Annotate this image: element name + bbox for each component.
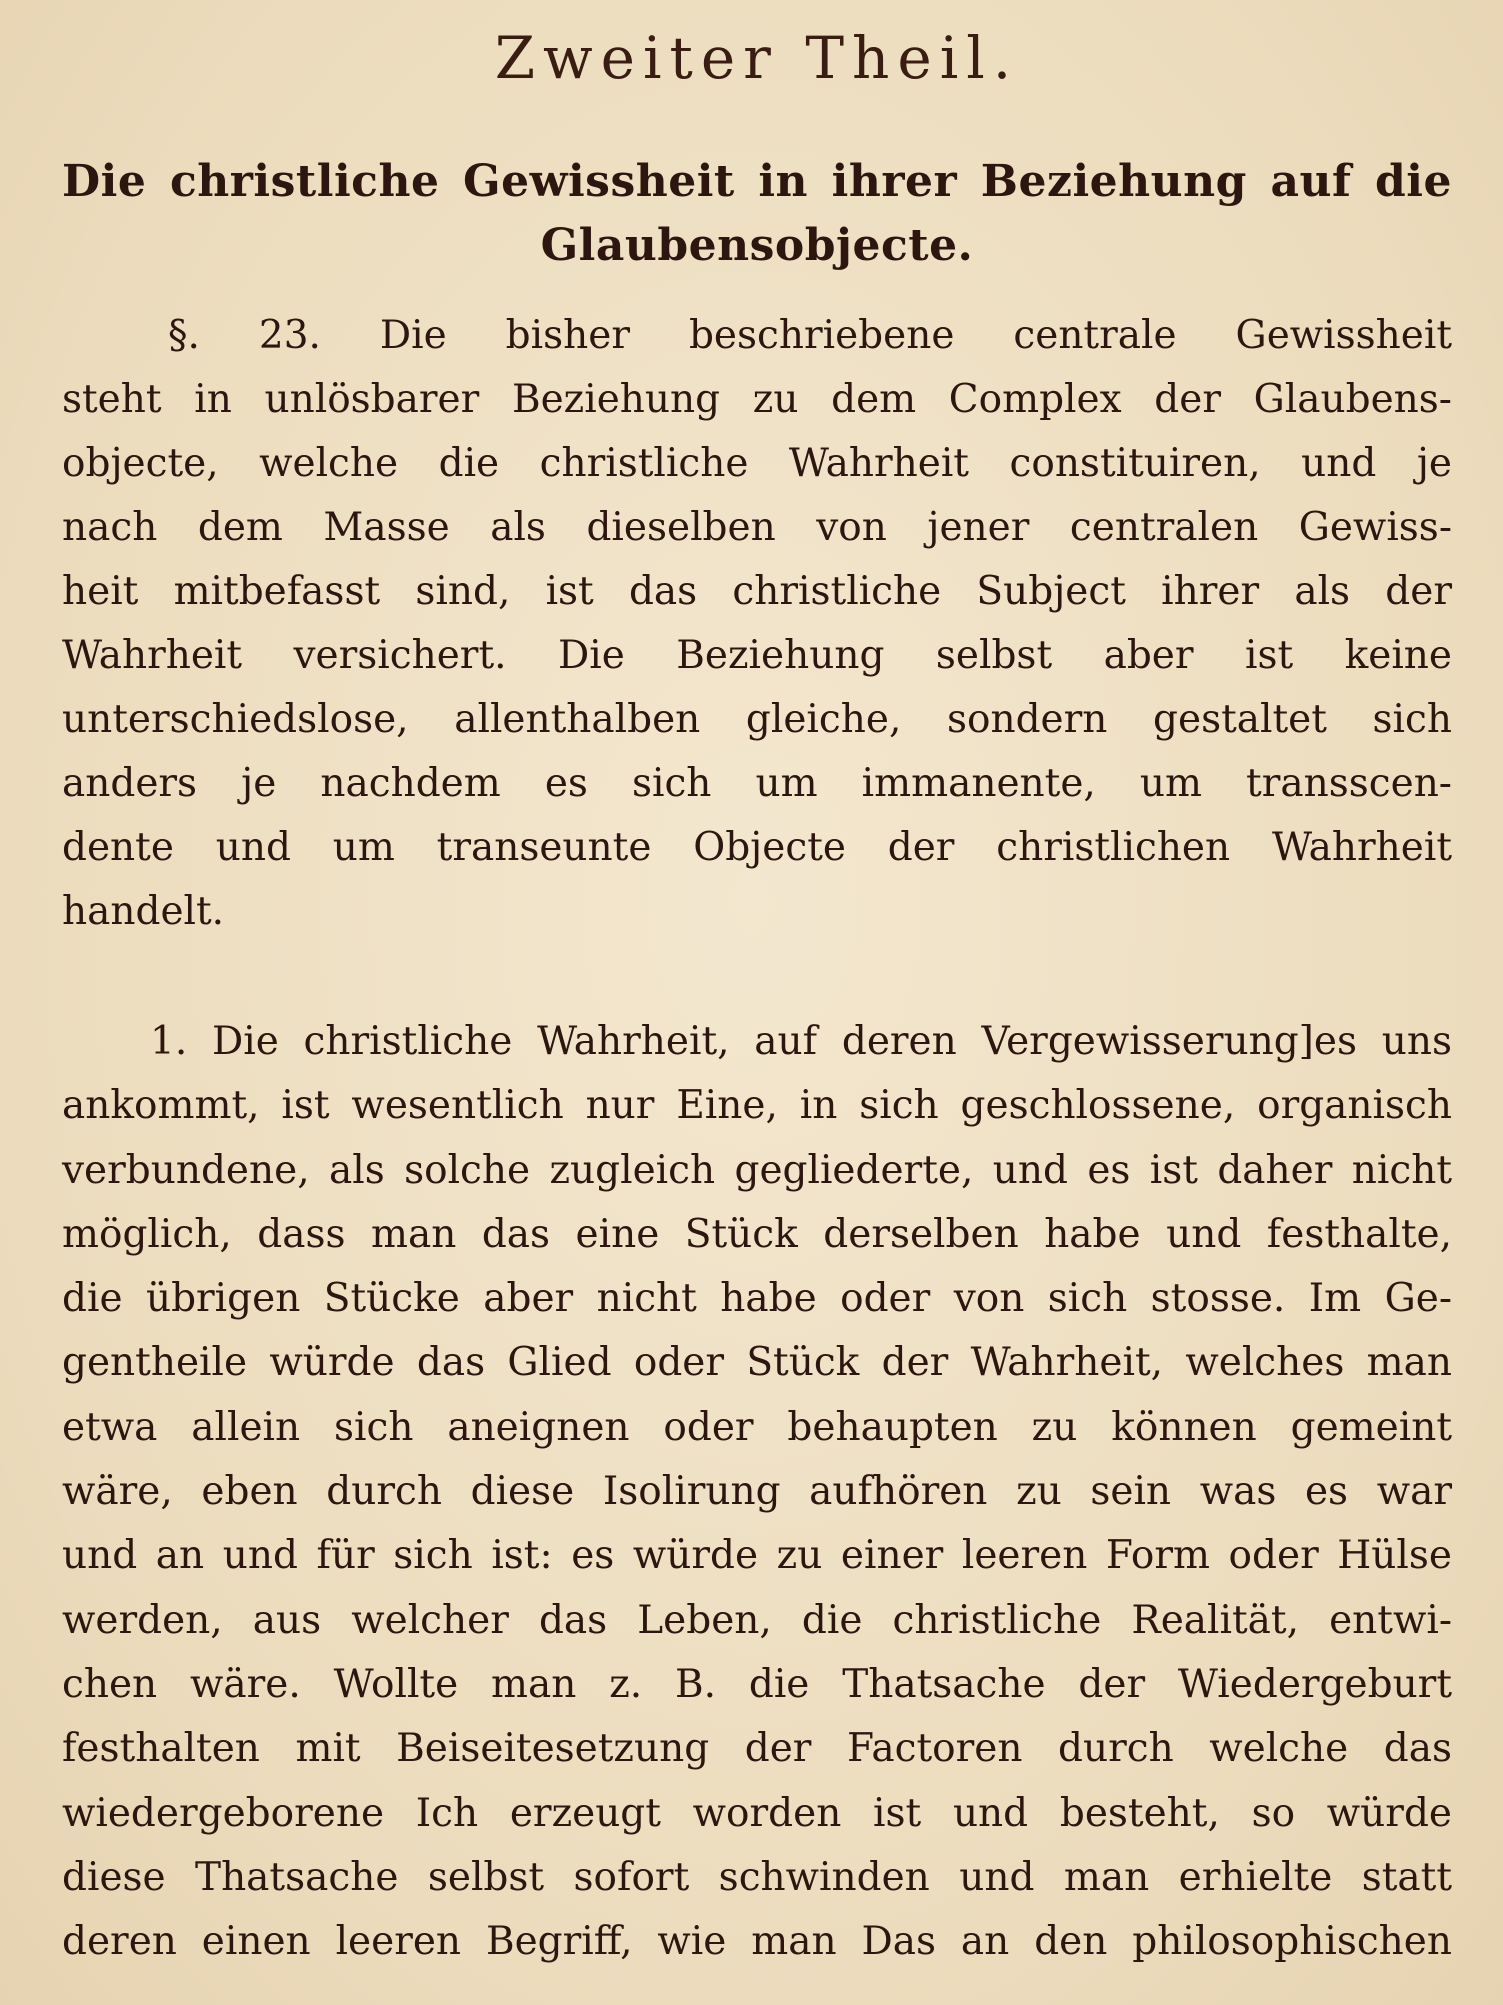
text-line: steht in unlösbarer Beziehung zu dem Complex der Glaubens- [62, 377, 1452, 422]
text-line: objecte, welche die christliche Wahrheit constituiren, und je [62, 441, 1452, 486]
part-title: Zweiter Theil. [494, 24, 1020, 92]
text-line: wäre, eben durch diese Isolirung aufhören zu sein was es war [62, 1469, 1452, 1515]
text-line: heit mitbefasst sind, ist das christliche Subject ihrer als der [62, 569, 1452, 614]
text-line: möglich, dass man das eine Stück derselben habe und festhalte, [62, 1211, 1452, 1257]
subtitle-line-2: Glaubensobjecte. [540, 220, 974, 271]
text-line: gentheile würde das Glied oder Stück der Wahrheit, welches man [62, 1340, 1452, 1386]
text-line: und an und für sich ist: es würde zu einer leeren Form oder Hülse [62, 1533, 1452, 1579]
text-line: etwa allein sich aneignen oder behaupten zu können gemeint [62, 1404, 1452, 1450]
text-line: handelt. [62, 889, 225, 934]
paragraph-note-1 [62, 1010, 1452, 1974]
text-line: werden, aus welcher das Leben, die christliche Realität, entwi- [62, 1597, 1452, 1643]
text-line: wiedergeborene Ich erzeugt worden ist und besteht, so würde [62, 1790, 1452, 1836]
text-line: 1. Die christliche Wahrheit, auf deren Vergewisserung]es uns [150, 1019, 1452, 1064]
text-line: anders je nachdem es sich um immanente, um transscen- [62, 761, 1452, 806]
book-page [62, 18, 1452, 1993]
text-line: chen wäre. Wollte man z. B. die Thatsache der Wiedergeburt [62, 1661, 1452, 1707]
text-line: die übrigen Stücke aber nicht habe oder von sich stosse. Im Ge- [62, 1276, 1452, 1322]
paragraph-section-23 [62, 304, 1452, 944]
text-line: festhalten mit Beiseitesetzung der Factoren durch welche das [62, 1726, 1452, 1772]
text-line: deren einen leeren Begriff, wie man Das an den philosophischen [62, 1919, 1452, 1965]
text-line: ankommt, ist wesentlich nur Eine, in sich geschlossene, organisch [62, 1083, 1452, 1129]
text-line: nach dem Masse als dieselben von jener centralen Gewiss- [62, 505, 1452, 550]
text-line: dente und um transeunte Objecte der christlichen Wahrheit [62, 825, 1452, 870]
text-line: §. 23. Die bisher beschriebene centrale Gewissheit [168, 313, 1452, 358]
subtitle-line-1: Die christliche Gewissheit in ihrer Beziehung auf die [62, 156, 1452, 207]
text-line: Wahrheit versichert. Die Beziehung selbst aber ist keine [62, 633, 1452, 678]
text-line: verbundene, als solche zugleich gegliederte, und es ist daher nicht [62, 1147, 1452, 1193]
text-line: diese Thatsache selbst sofort schwinden und man erhielte statt [62, 1854, 1452, 1900]
text-line: unterschiedslose, allenthalben gleiche, sondern gestaltet sich [62, 697, 1452, 742]
section-subtitle [62, 150, 1452, 278]
